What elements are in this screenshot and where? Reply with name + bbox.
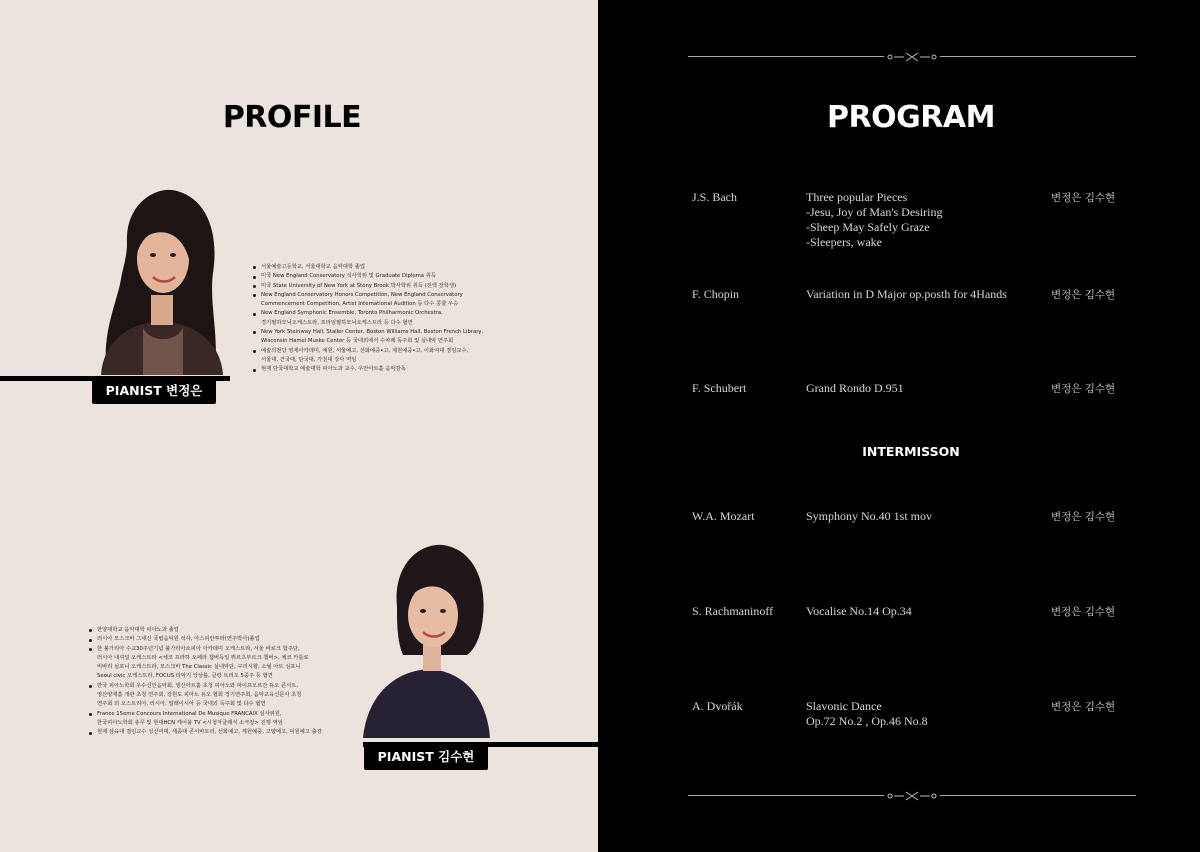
piece-line: Grand Rondo D.951 bbox=[806, 381, 904, 395]
piece bbox=[806, 190, 942, 250]
composer: A. Dvořák bbox=[692, 699, 743, 713]
bio-item: 러시아 모스크바 그네신 국립음악원 석사, 아스피란투라(연주박사)졸업 bbox=[88, 635, 363, 644]
pianist2-bio bbox=[88, 626, 363, 738]
performers: 변정은 김수현 bbox=[1051, 192, 1116, 204]
composer: F. Schubert bbox=[692, 381, 747, 395]
piece bbox=[806, 604, 912, 619]
piece-line: Slavonic Dance bbox=[806, 699, 882, 713]
bio-item: 한 불가리아 수교30주년기념 불가리아소피아 아카데미 오케스트라, 서울 바로크 합주단, 러시아 내셔널 오케스트라 <체코 프라하 오페라 챔버독일 뷔르츠부르크 챔버>, 체코 카를로 비바리 심포니 오케스트라, 모스크바 The Classic 실내악단, 구리시향, 소월 아트 심포니 Seoul civic 오케스트라, FOCUS 타악기 앙상블, 클랑 트리오 5중주 등 협연 bbox=[88, 645, 363, 682]
performers: 변정은 김수현 bbox=[1051, 383, 1116, 395]
ornament-divider-top bbox=[688, 51, 1136, 63]
profile-page bbox=[0, 0, 598, 852]
bio-item: France 15eme Concours International De Musique FRANCAIX 심사위원, 한국피아노학회 총무 및 현대HCN 케이블 TV <시청자클래식 소극장> 진행 역임 bbox=[88, 710, 363, 729]
program-page bbox=[598, 0, 1200, 852]
bio-item: 미국 New England Conservatory 석사학위 및 Graduate Diploma 취득 bbox=[252, 272, 552, 281]
piece-line: -Sheep May Safely Graze bbox=[806, 220, 930, 234]
pianist1-photo bbox=[97, 183, 225, 375]
pianist2-name-tag: PIANIST 김수현 bbox=[364, 744, 488, 770]
piece-line: Three popular Pieces bbox=[806, 190, 908, 204]
intermission-label: INTERMISSON bbox=[862, 444, 960, 459]
ornament-divider-bottom bbox=[688, 790, 1136, 802]
piece bbox=[806, 381, 904, 396]
bio-item: New York Steinway Hall, Staller Center, Boston Williams Hall, Boston French Library, Wisconsin Hamel Muske Center 등 국내외에서 수차례 독주회 및 실내악 연주회 bbox=[252, 328, 552, 347]
bio-item: 서울예술고등학교, 서울대학교 음악대학 졸업 bbox=[252, 263, 552, 272]
piece-line: Op.72 No.2 , Op.46 No.8 bbox=[806, 714, 928, 728]
pianist2-photo bbox=[363, 537, 490, 738]
composer: F. Chopin bbox=[692, 287, 740, 301]
bio-item: 한국 피아노학회 우수신인음악회, 영산아트홀 초청 피아노와 파이프오르간 듀오 콘서트, 영산양재홀 개관 초청 연주회, 강원도 피아노 듀오 협회 정기연주회, 음악교육신문사 초청 연주회 외 오스트리아, 러시아, 말레이시아 등 국내외 독주회 및 다수 협연 bbox=[88, 682, 363, 710]
composer: J.S. Bach bbox=[692, 190, 737, 204]
composer: W.A. Mozart bbox=[692, 509, 755, 523]
bio-item: 예술의전당 영재아카데미, 예원, 서울예고, 선화예중•고, 계원예중•고, 이화여대 겸임교수, 서울대, 건국대, 단국대, 가천대 강사 역임 bbox=[252, 347, 552, 366]
piece-line: Variation in D Major op.posth for 4Hands bbox=[806, 287, 1007, 301]
composer: S. Rachmaninoff bbox=[692, 604, 774, 618]
bio-item: 현재 삼육대 겸임교수 성신여대, 세종대 콘서바토리, 선화예고, 계원예중, 고양예고, 덕원예고 출강 bbox=[88, 728, 363, 737]
performers: 변정은 김수현 bbox=[1051, 701, 1116, 713]
piece bbox=[806, 287, 1007, 302]
program-title: PROGRAM bbox=[827, 100, 995, 135]
piece-line: Symphony No.40 1st mov bbox=[806, 509, 933, 523]
piece bbox=[806, 699, 928, 729]
pianist1-name-tag: PIANIST 변정은 bbox=[92, 378, 216, 404]
performers: 변정은 김수현 bbox=[1051, 511, 1116, 523]
piece-line: Vocalise No.14 Op.34 bbox=[806, 604, 912, 618]
bio-item: New England Conservatory Honors Competition, New England Conservatory Commencement Competition, Artist International Audition 등 다수 콩쿨 우승 bbox=[252, 291, 552, 310]
profile-title: PROFILE bbox=[222, 100, 362, 135]
bio-item: 미국 State University of New York at Stony Brook 박사학위 취득 (전액 장학생) bbox=[252, 282, 552, 291]
performers: 변정은 김수현 bbox=[1051, 289, 1116, 301]
bio-item: New England Symphonic Ensemble, Toronto Philharmonic Orchestra, 경기필하모닉오케스트라, 프라임필하모닉오케스트라 등 다수 협연 bbox=[252, 309, 552, 328]
pianist1-bio bbox=[252, 263, 552, 375]
bio-item: 현재 단국대학교 예술대학 피아노과 교수, 우안아트홀 음악감독 bbox=[252, 365, 552, 374]
piece bbox=[806, 509, 932, 524]
bio-item: 한양대학교 음악대학 피아노과 졸업 bbox=[88, 626, 363, 635]
performers: 변정은 김수현 bbox=[1051, 606, 1116, 618]
piece-line: -Sleepers, wake bbox=[806, 235, 882, 249]
piece-line: -Jesu, Joy of Man's Desiring bbox=[806, 205, 943, 219]
